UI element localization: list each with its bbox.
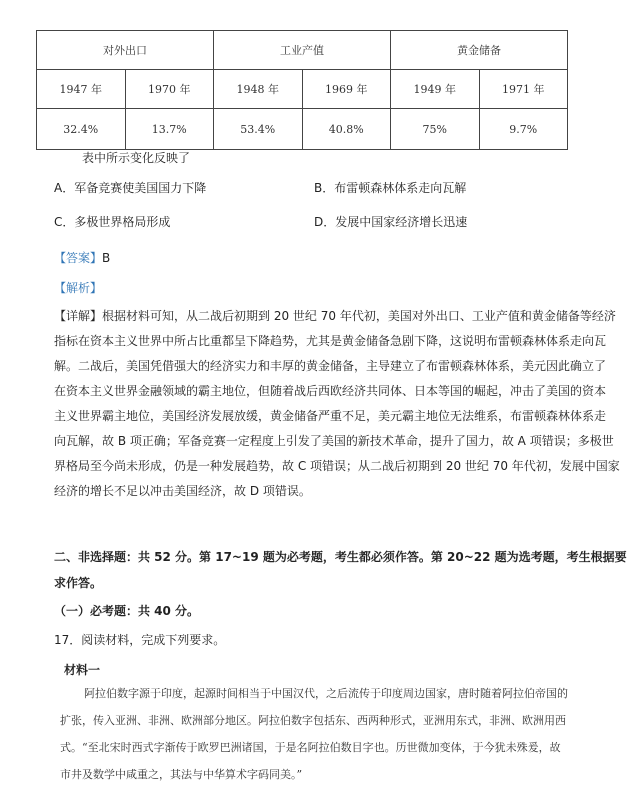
answer-value: B bbox=[102, 251, 111, 265]
analysis-label: 【解析】 bbox=[54, 281, 103, 295]
material-paragraph bbox=[60, 680, 568, 788]
option-a: A．军备竞赛使美国国力下降 bbox=[54, 181, 207, 195]
question-17: 17．阅读材料，完成下列要求。 bbox=[54, 633, 226, 647]
detail-line: 在资本主义世界金融领域的霸主地位，但随着战后西欧经济共同体、日本等国的崛起，冲击了美国的资本 bbox=[54, 384, 607, 398]
table-value-row bbox=[37, 109, 568, 150]
value-cell: 9.7% bbox=[479, 109, 568, 150]
material-line: 阿拉伯数字源于印度，起源时间相当于中国汉代，之后流传于印度周边国家，唐时随着阿拉伯帝国的 bbox=[84, 687, 568, 700]
value-cell: 32.4% bbox=[37, 109, 126, 150]
table-header-row bbox=[37, 31, 568, 70]
table-year-row bbox=[37, 70, 568, 109]
detail-paragraph bbox=[54, 304, 620, 504]
material-title: 材料一 bbox=[64, 663, 101, 677]
detail-line: 指标在资本主义世界中所占比重都呈下降趋势，尤其是黄金储备急剧下降，这说明布雷顿森林体系走向瓦 bbox=[54, 334, 607, 348]
header-gold: 黄金储备 bbox=[391, 31, 568, 70]
detail-line: 主义世界霸主地位，美国经济发展放缓，黄金储备严重不足，美元霸主地位无法维系，布雷顿森林体系走 bbox=[54, 409, 607, 423]
detail-line: 界格局至今尚未形成，仍是一种发展趋势，故 C 项错误；从二战后初期到 20 世纪 70 年代初，发展中国家 bbox=[54, 459, 620, 473]
year-cell: 1969 年 bbox=[302, 70, 391, 109]
answer-line bbox=[54, 250, 110, 266]
year-cell: 1970 年 bbox=[125, 70, 214, 109]
question-stem: 表中所示变化反映了 bbox=[82, 151, 191, 165]
year-cell: 1949 年 bbox=[391, 70, 480, 109]
detail-line: 经济的增长不足以冲击美国经济，故 D 项错误。 bbox=[54, 484, 311, 498]
option-d: D．发展中国家经济增长迅速 bbox=[314, 215, 468, 229]
year-cell: 1947 年 bbox=[37, 70, 126, 109]
value-cell: 40.8% bbox=[302, 109, 391, 150]
header-industry: 工业产值 bbox=[214, 31, 391, 70]
material-line: 式。“至北宋时西式字渐传于欧罗巴洲诸国，于是名阿拉伯数目字也。历世微加变体，于今犹未殊爰，故 bbox=[60, 741, 561, 754]
material-line: 扩张，传入亚洲、非洲、欧洲部分地区。阿拉伯数字包括东、西两种形式，亚洲用东式，非洲、欧洲用西 bbox=[60, 714, 566, 727]
detail-label: 【详解】 bbox=[54, 309, 103, 323]
material-line: 市井及数学中咸重之，其法与中华算术字码同美。” bbox=[60, 768, 303, 781]
year-cell: 1971 年 bbox=[479, 70, 568, 109]
year-cell: 1948 年 bbox=[214, 70, 303, 109]
value-cell: 13.7% bbox=[125, 109, 214, 150]
subsection-heading: （一）必考题：共 40 分。 bbox=[54, 604, 200, 618]
value-cell: 75% bbox=[391, 109, 480, 150]
data-table bbox=[36, 30, 568, 150]
detail-line: 向瓦解，故 B 项正确；军备竞赛一定程度上引发了美国的新技术革命，提升了国力，故 A 项错误；多极世 bbox=[54, 434, 614, 448]
option-c: C．多极世界格局形成 bbox=[54, 215, 171, 229]
answer-label: 【答案】 bbox=[54, 251, 103, 265]
section-heading: 二、非选择题：共 52 分。第 17~19 题为必考题，考生都必须作答。第 20~22 题为选考题，考生根据要 bbox=[54, 550, 627, 564]
detail-line: 解。二战后，美国凭借强大的经济实力和丰厚的黄金储备，主导建立了布雷顿森林体系，美元因此确立了 bbox=[54, 359, 607, 373]
detail-line: 【详解】根据材料可知，从二战后初期到 20 世纪 70 年代初，美国对外出口、工业产值和黄金储备等经济 bbox=[54, 309, 616, 323]
value-cell: 53.4% bbox=[214, 109, 303, 150]
header-export: 对外出口 bbox=[37, 31, 214, 70]
option-b: B．布雷顿森林体系走向瓦解 bbox=[314, 181, 467, 195]
section-heading-cont: 求作答。 bbox=[54, 576, 103, 590]
